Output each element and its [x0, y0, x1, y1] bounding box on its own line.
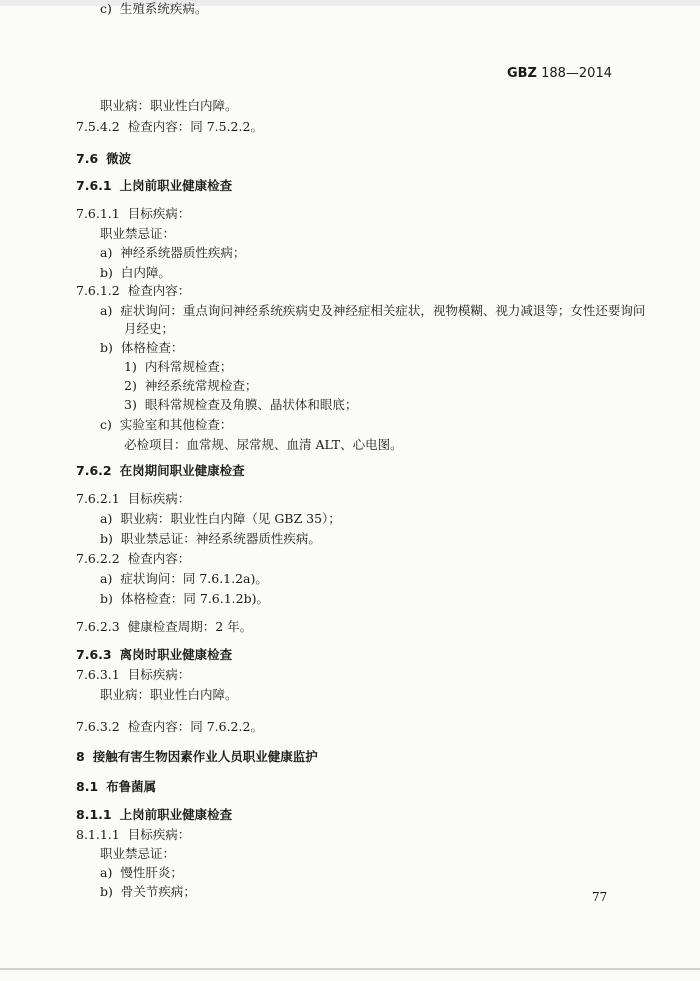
body-line [76, 826, 190, 844]
clause-text: 体格检查：同 7.6.1.2b)。 [120, 591, 269, 606]
body-line [100, 864, 183, 882]
clause-number: 7.6.2.3 [76, 619, 120, 634]
body-line [100, 244, 245, 262]
clause-number: b) [100, 340, 113, 355]
body-line [124, 358, 232, 376]
scan-bottom-edge [0, 968, 700, 970]
body-line [100, 570, 268, 588]
clause-number: 7.6.1.1 [76, 206, 120, 221]
clause-number: b) [100, 265, 113, 280]
body-line [100, 845, 175, 863]
clause-text: 骨关节疾病； [120, 884, 196, 899]
clause-text: 神经系统器质性疾病； [120, 245, 246, 260]
clause-text: 白内障。 [120, 265, 171, 280]
body-line [124, 396, 357, 414]
page-number: 77 [592, 890, 608, 904]
clause-text: 目标疾病： [127, 206, 191, 221]
body-line [100, 530, 321, 548]
clause-number: c) [100, 1, 112, 16]
body-line [124, 320, 174, 338]
clause-text: 症状询问：同 7.6.1.2a)。 [120, 571, 268, 586]
body-line [124, 377, 257, 395]
clause-text: 实验室和其他检查： [119, 417, 233, 432]
clause-number: 7.6.2.2 [76, 551, 120, 566]
clause-number: c) [100, 417, 112, 432]
clause-text: 月经史； [124, 321, 175, 336]
clause-number: a) [100, 511, 113, 526]
clause-text: 在岗期间职业健康检查 [119, 463, 245, 478]
body-line [76, 282, 190, 300]
body-line [100, 686, 238, 704]
clause-text: 检查内容：同 7.6.2.2。 [127, 719, 263, 734]
clause-number: 7.6.3 [76, 647, 112, 662]
clause-number: 7.6.3.1 [76, 667, 120, 682]
clause-number: 8.1.1 [76, 807, 112, 822]
clause-text: 必检项目：血常规、尿常规、血清 ALT、心电图。 [124, 437, 403, 452]
clause-number: a) [100, 245, 113, 260]
clause-number: a) [100, 571, 113, 586]
section-heading [76, 748, 318, 766]
clause-number: 7.5.4.2 [76, 119, 120, 134]
section-heading [76, 462, 245, 480]
body-line [100, 0, 207, 18]
clause-text: 上岗前职业健康检查 [119, 178, 233, 193]
clause-number: a) [100, 865, 113, 880]
clause-number: 7.6.1 [76, 178, 112, 193]
body-line [76, 718, 263, 736]
body-line [76, 205, 190, 223]
clause-number: 8.1.1.1 [76, 827, 120, 842]
clause-number: b) [100, 531, 113, 546]
clause-text: 检查内容：同 7.5.2.2。 [127, 119, 263, 134]
clause-text: 目标疾病： [127, 491, 191, 506]
clause-text: 体格检查： [120, 340, 184, 355]
body-line [100, 264, 171, 282]
clause-number: 3) [124, 397, 137, 412]
clause-number: 7.6.3.2 [76, 719, 120, 734]
clause-number: 7.6 [76, 151, 99, 166]
clause-number: a) [100, 303, 113, 318]
clause-number: 1) [124, 359, 137, 374]
clause-text: 职业禁忌证：神经系统器质性疾病。 [120, 531, 321, 546]
clause-text: 健康检查周期：2 年。 [127, 619, 253, 634]
clause-text: 职业病：职业性白内障。 [100, 98, 238, 113]
standard-code: GBZ [506, 66, 537, 81]
clause-text: 检查内容： [127, 283, 191, 298]
clause-text: 生殖系统疾病。 [119, 1, 208, 16]
body-line [100, 225, 175, 243]
clause-text: 症状询问：重点询问神经系统疾病史及神经症相关症状，视物模糊、视力减退等；女性还要询问 [120, 303, 646, 318]
clause-text: 内科常规检查； [144, 359, 233, 374]
clause-number: b) [100, 884, 113, 899]
clause-text: 离岗时职业健康检查 [119, 647, 233, 662]
clause-number: 8 [76, 749, 85, 764]
clause-text: 目标疾病： [127, 667, 191, 682]
clause-text: 职业病：职业性白内障。 [100, 687, 238, 702]
body-line [76, 490, 190, 508]
body-line [100, 510, 341, 528]
clause-number: 2) [124, 378, 137, 393]
clause-text: 接触有害生物因素作业人员职业健康监护 [92, 749, 318, 764]
clause-text: 职业病：职业性白内障（见 GBZ 35）； [120, 511, 341, 526]
section-heading [76, 806, 232, 824]
section-heading [76, 150, 131, 168]
clause-text: 检查内容： [127, 551, 191, 566]
clause-number: 8.1 [76, 779, 99, 794]
section-heading [76, 177, 232, 195]
body-line [76, 118, 263, 136]
standard-number: 188—2014 [541, 66, 612, 81]
clause-number: b) [100, 591, 113, 606]
body-line [100, 97, 238, 115]
clause-text: 目标疾病： [127, 827, 191, 842]
clause-text: 眼科常规检查及角膜、晶状体和眼底； [144, 397, 358, 412]
body-line [100, 339, 183, 357]
section-heading [76, 778, 156, 796]
body-line [124, 436, 403, 454]
body-line [76, 618, 252, 636]
section-heading [76, 646, 232, 664]
clause-text: 上岗前职业健康检查 [119, 807, 233, 822]
body-line [76, 666, 190, 684]
body-line [100, 883, 196, 901]
standard-header [507, 66, 612, 81]
body-line [76, 550, 190, 568]
body-line [100, 590, 269, 608]
clause-text: 职业禁忌证： [100, 226, 176, 241]
clause-number: 7.6.2.1 [76, 491, 120, 506]
clause-text: 职业禁忌证： [100, 846, 176, 861]
clause-number: 7.6.1.2 [76, 283, 120, 298]
clause-number: 7.6.2 [76, 463, 112, 478]
body-line [100, 302, 645, 320]
clause-text: 慢性肝炎； [120, 865, 183, 880]
body-line [100, 416, 232, 434]
clause-text: 神经系统常规检查； [144, 378, 258, 393]
clause-text: 微波 [106, 151, 132, 166]
clause-text: 布鲁菌属 [106, 779, 157, 794]
